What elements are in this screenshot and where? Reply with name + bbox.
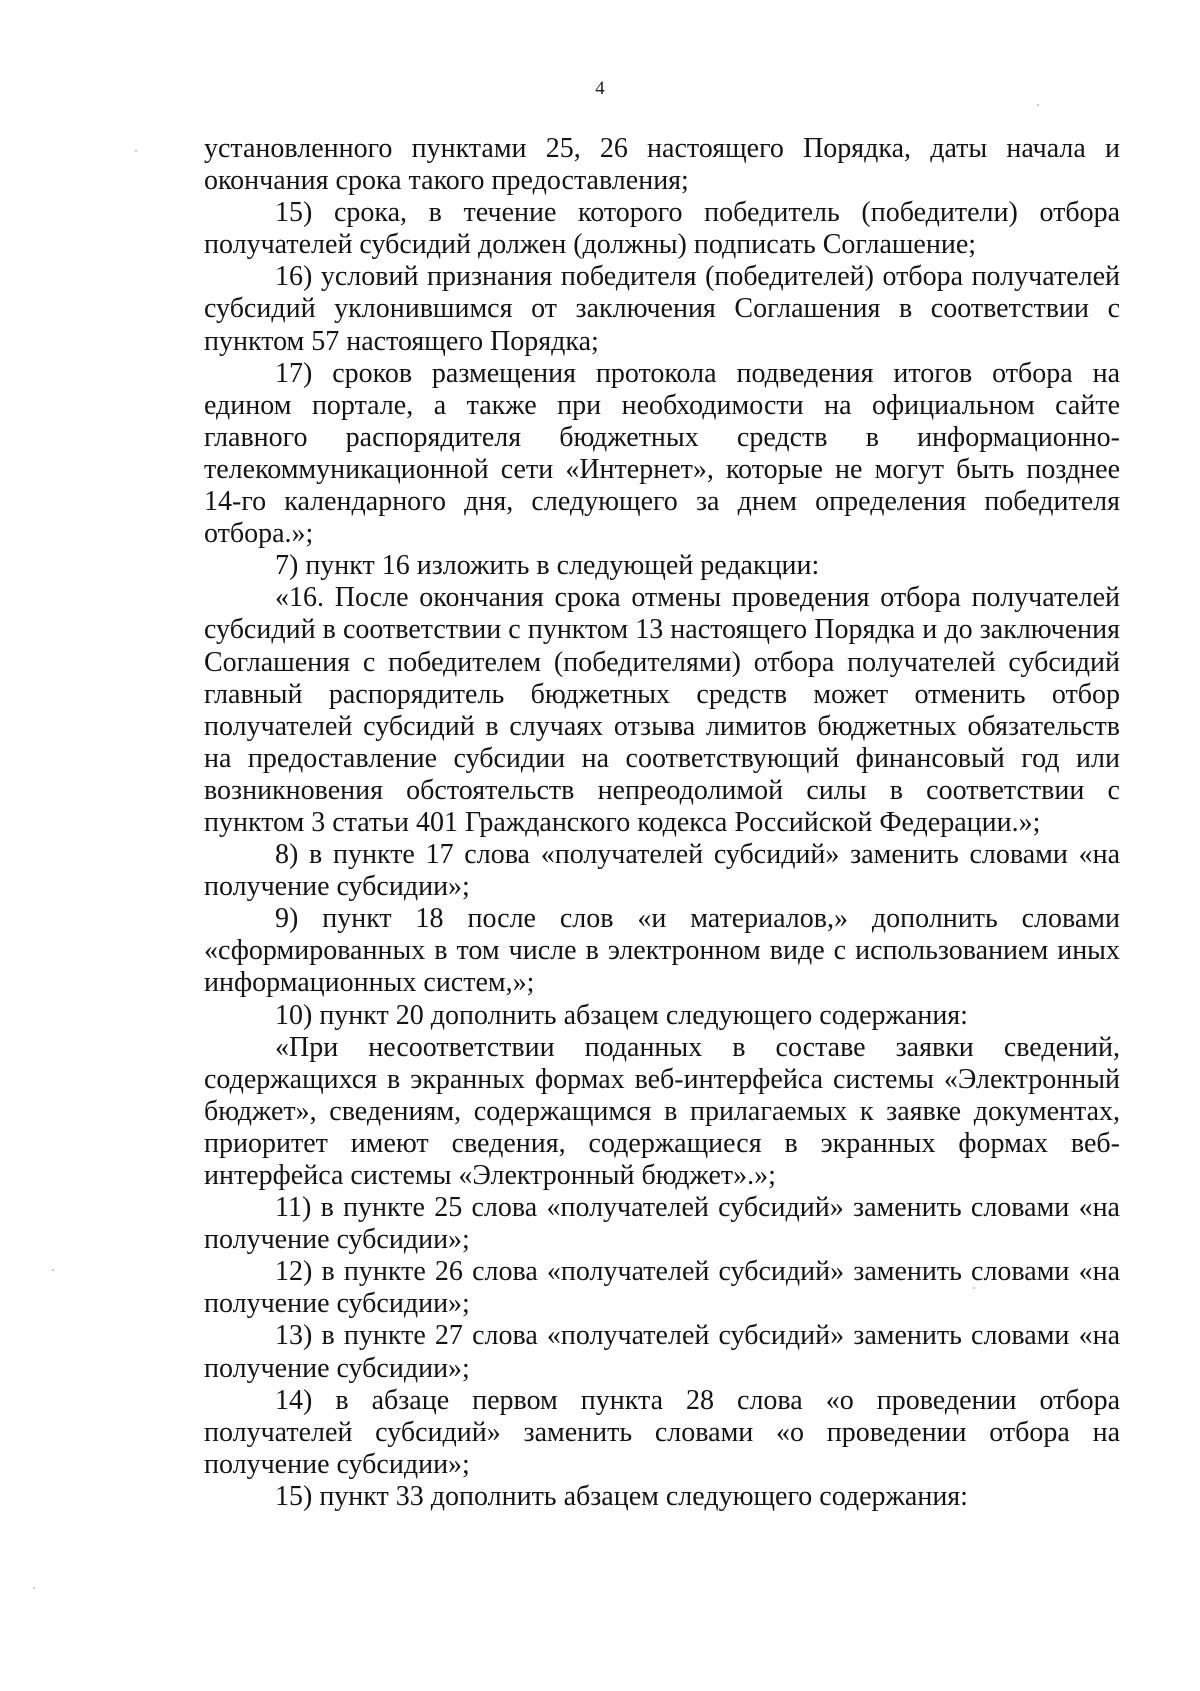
scan-speck xyxy=(135,150,137,152)
scan-speck xyxy=(52,1269,54,1271)
paragraph-item-15: 15) срока, в течение которого победитель (победители) отбора получателей субсидий должен (должны) подписать Соглашение; xyxy=(204,197,1120,261)
scan-speck xyxy=(973,1287,975,1289)
paragraph-amendment-9: 9) пункт 18 после слов «и материалов,» дополнить словами «сформированных в том числе в электронном виде с использованием иных информационных систем,»; xyxy=(204,903,1120,999)
paragraph-amendment-14: 14) в абзаце первом пункта 28 слова «о проведении отбора получателей субсидий» заменить словами «о проведении отбора на получение субсидии»; xyxy=(204,1384,1120,1480)
paragraph-quoted-16: «16. После окончания срока отмены проведения отбора получателей субсидий в соответствии с пунктом 13 настоящего Порядка и до заключения Соглашения с победителем (победителями) отбора получателей субсидий главный распорядитель бюджетных средств может отменить отбор получателей субсидий в случаях отзыва лимитов бюджетных обязательств на предоставление субсидии на соответствующий финансовый год или возникновения обстоятельств непреодолимой силы в соответствии с пунктом 3 статьи 401 Гражданского кодекса Российской Федерации.»; xyxy=(204,582,1120,838)
paragraph-amendment-12: 12) в пункте 26 слова «получателей субсидий» заменить словами «на получение субсидии»; xyxy=(204,1256,1120,1320)
page-number: 4 xyxy=(595,78,605,99)
scan-speck xyxy=(33,1587,35,1589)
paragraph-item-17: 17) сроков размещения протокола подведения итогов отбора на едином портале, а также при необходимости на официальном сайте главного распорядителя бюджетных средств в информационно-телекоммуникационной сети «Интернет», которые не могут быть позднее 14-го календарного дня, следующего за днем определения победителя отбора.»; xyxy=(204,357,1120,550)
paragraph-continuation: установленного пунктами 25, 26 настоящего Порядка, даты начала и окончания срока такого предоставления; xyxy=(204,133,1120,197)
paragraph-amendment-10: 10) пункт 20 дополнить абзацем следующего содержания: xyxy=(275,999,968,1031)
paragraph-amendment-11: 11) в пункте 25 слова «получателей субсидий» заменить словами «на получение субсидии»; xyxy=(204,1192,1120,1256)
paragraph-quoted-20: «При несоответствии поданных в составе заявки сведений, содержащихся в экранных формах веб-интерфейса системы «Электронный бюджет», сведениям, содержащимся в прилагаемых к заявке документах, приоритет имеют сведения, содержащиеся в экранных формах веб-интерфейса системы «Электронный бюджет».»; xyxy=(204,1031,1120,1191)
scan-speck xyxy=(1037,104,1039,106)
paragraph-amendment-15: 15) пункт 33 дополнить абзацем следующего содержания: xyxy=(275,1480,968,1512)
paragraph-amendment-8: 8) в пункте 17 слова «получателей субсидий» заменить словами «на получение субсидии»; xyxy=(204,839,1120,903)
paragraph-amendment-13: 13) в пункте 27 слова «получателей субсидий» заменить словами «на получение субсидии»; xyxy=(204,1320,1120,1384)
document-body xyxy=(204,133,1120,1513)
paragraph-amendment-7: 7) пункт 16 изложить в следующей редакции: xyxy=(275,550,820,582)
paragraph-item-16: 16) условий признания победителя (победителей) отбора получателей субсидий уклонившимся от заключения Соглашения в соответствии с пунктом 57 настоящего Порядка; xyxy=(204,261,1120,357)
